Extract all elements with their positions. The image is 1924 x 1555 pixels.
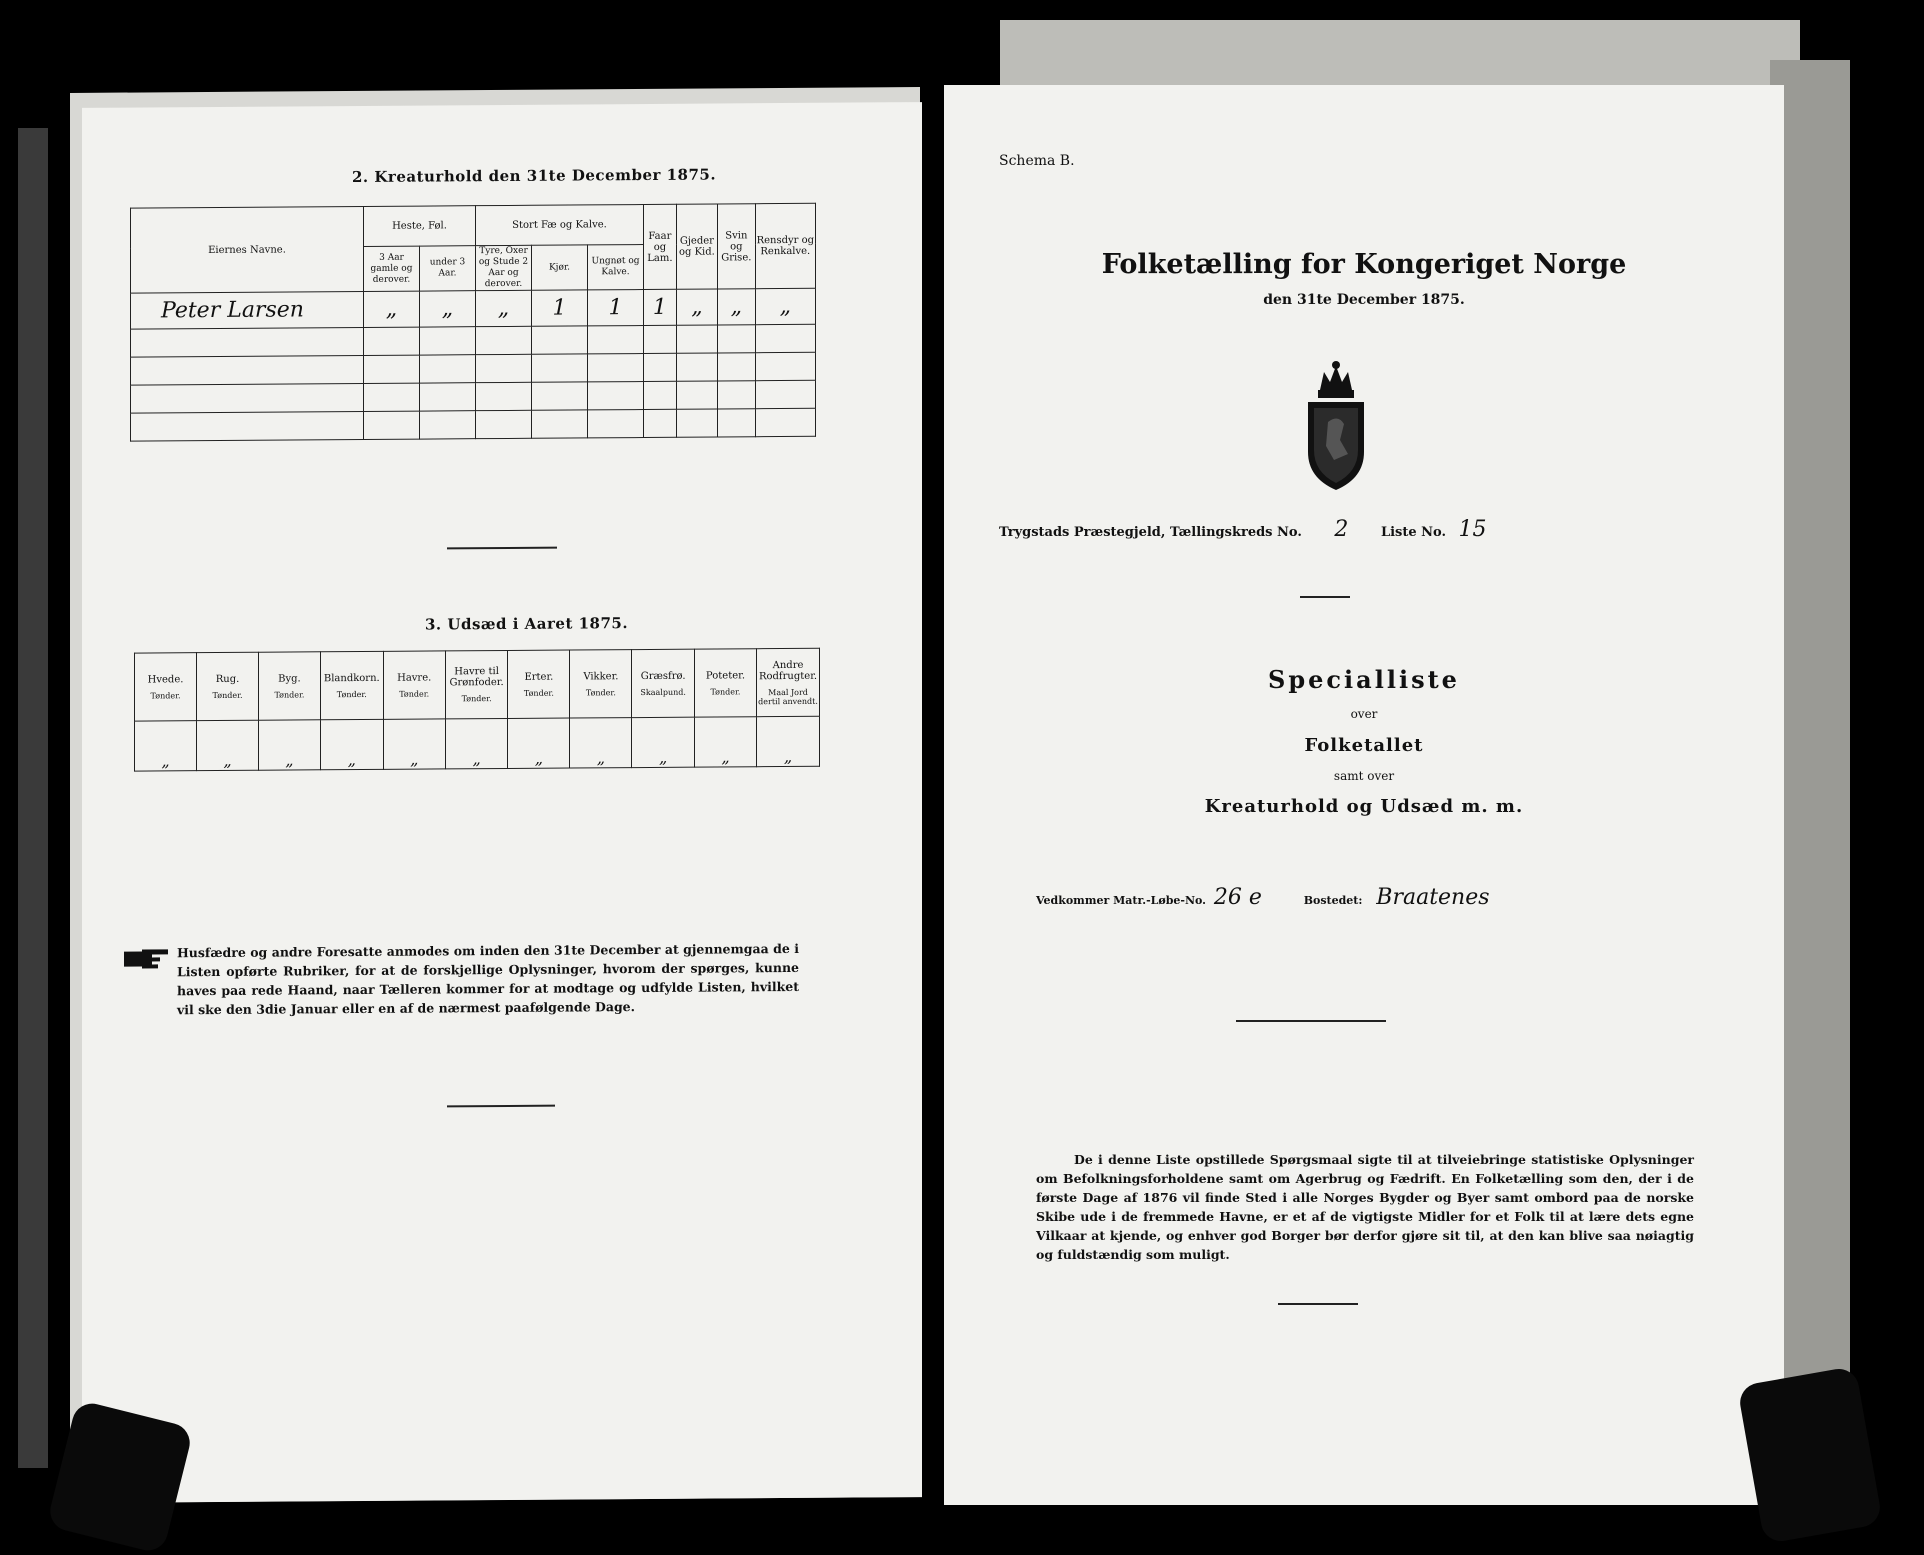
- crop-name: Byg.: [278, 672, 301, 685]
- header-crop: [383, 651, 445, 719]
- matr-value: 26 e: [1213, 885, 1262, 910]
- cell: „: [570, 718, 632, 768]
- crop-name: Vikker.: [583, 670, 619, 682]
- cell: „: [676, 289, 717, 325]
- cell: „: [383, 719, 445, 769]
- livestock-table: [130, 203, 816, 442]
- cell: „: [259, 720, 321, 770]
- header-crop: [570, 650, 632, 718]
- crop-name: Poteter.: [705, 669, 745, 682]
- header-crop: [694, 649, 756, 717]
- header-heste: Heste, Føl.: [364, 206, 476, 247]
- header-svin: Svin og Grise.: [718, 204, 756, 289]
- crop-name: Havre til Grønfoder.: [449, 666, 504, 689]
- crop-unit: Tønder.: [150, 690, 181, 700]
- kreds-label: Tællingskreds No.: [1169, 525, 1302, 540]
- right-notice: De i denne Liste opstillede Spørgsmaal sigte til at tilveiebringe statistiske Oplysninger om Befolkningsforholdene samt om Agerbrug og Fædrift. En Folketælling som den, der i de første Dage af 1876 vil finde Sted i alle Norges Bygder og Byer samt ombord paa de norske Skibe ude i de fremmede Havne, er et af de vigtigste Midler for et Folk til at lære dets egne Vilkaar at kjende, og enhver god Borger bør derfor gjøre sit til, at den kan blive saa nøiagtig og fuldstændig som muligt.: [1036, 1152, 1694, 1262]
- divider: [447, 547, 557, 549]
- cell: „: [197, 720, 259, 770]
- section2-title: 2. Kreaturhold den 31te December 1875.: [352, 165, 717, 187]
- cell: „: [364, 291, 420, 327]
- crop-unit: Tønder.: [336, 689, 367, 699]
- cell: „: [757, 716, 820, 766]
- liste-value: 15: [1458, 517, 1487, 542]
- crop-unit: Tønder.: [710, 686, 741, 697]
- cell: „: [445, 718, 508, 768]
- document-date: den 31te December 1875.: [1263, 292, 1465, 308]
- samt-over-text: samt over: [1333, 769, 1395, 783]
- owner-name: Peter Larsen: [131, 291, 364, 329]
- coat-of-arms-icon: [1298, 360, 1374, 496]
- page-clip-left: [46, 1399, 194, 1554]
- crop-unit: Skaalpund.: [640, 687, 686, 697]
- header-heste-b: under 3 Aar.: [420, 246, 476, 291]
- crop-name: Erter.: [524, 671, 554, 683]
- liste-label: Liste No.: [1380, 525, 1447, 540]
- header-crop: [632, 649, 694, 717]
- header-stort-a: Tyre, Oxer og Stude 2 Aar og derover.: [476, 245, 532, 290]
- pointing-hand-icon: [122, 945, 172, 975]
- crop-unit: Tønder.: [212, 690, 243, 700]
- header-stort-c: Ungnøt og Kalve.: [588, 245, 644, 290]
- table-row: [131, 288, 816, 329]
- header-crop: [320, 651, 383, 719]
- cell: „: [320, 719, 383, 769]
- cell: „: [476, 290, 532, 326]
- cell: 1: [644, 289, 677, 325]
- header-heste-a: 3 Aar gamle og derover.: [364, 246, 420, 291]
- bosted-label: Bostedet:: [1303, 894, 1363, 907]
- cell: „: [508, 718, 570, 768]
- matr-label: Vedkommer Matr.-Løbe-No.: [1036, 894, 1206, 907]
- schema-label: Schema B.: [999, 153, 1075, 169]
- table-row: [131, 408, 816, 441]
- header-faar: Faar og Lam.: [644, 204, 677, 289]
- header-stort: Stort Fæ og Kalve.: [476, 205, 644, 246]
- crop-name: Hvede.: [147, 673, 184, 685]
- cell: „: [420, 291, 476, 327]
- page-clip-right: [1737, 1366, 1883, 1544]
- sowing-table: [134, 648, 820, 772]
- cell: „: [694, 717, 756, 767]
- crop-unit: Tønder.: [461, 694, 492, 704]
- header-stort-b: Kjør.: [532, 245, 588, 290]
- crop-unit: Tønder.: [585, 687, 616, 697]
- kreaturhold-title: Kreaturhold og Udsæd m. m.: [1204, 796, 1524, 817]
- cell: „: [755, 288, 815, 324]
- left-page: [82, 102, 922, 1503]
- district-line: [999, 517, 1487, 542]
- crop-unit: Tønder.: [523, 688, 554, 698]
- cell: „: [135, 721, 197, 771]
- right-page-stack: [1000, 20, 1800, 90]
- header-crop: [135, 653, 197, 721]
- header-crop: [197, 652, 259, 720]
- matr-line: [1036, 885, 1490, 910]
- header-crop: [259, 652, 321, 720]
- left-notice: Husfædre og andre Foresatte anmodes om inden den 31te December at gjennemgaa de i Listen opførte Rubriker, for at de forskjellige Oplysninger, hvorom der spørges, kunne haves paa rede Haand, naar Tælleren kommer for at modtage og udfylde Listen, hvilket vil ske den 3die Januar eller en af de nærmest paafølgende Dage.: [177, 940, 799, 1018]
- crop-unit: Tønder.: [399, 689, 430, 699]
- over-text: over: [1350, 707, 1378, 721]
- section3-title: 3. Udsæd i Aaret 1875.: [425, 614, 629, 634]
- crop-name: Græsfrø.: [640, 670, 686, 682]
- document-title: Folketælling for Kongeriget Norge: [1101, 249, 1627, 280]
- header-crop: [445, 650, 508, 718]
- header-owner: Eiernes Navne.: [131, 206, 364, 293]
- cell: 1: [588, 290, 644, 326]
- kreds-value: 2: [1334, 517, 1349, 542]
- header-rens: Rensdyr og Renkalve.: [755, 203, 815, 288]
- bosted-value: Braatenes: [1376, 885, 1490, 910]
- right-page: [944, 85, 1784, 1505]
- folketallet-title: Folketallet: [1304, 735, 1424, 756]
- cell: „: [718, 289, 756, 325]
- divider: [447, 1105, 555, 1107]
- crop-unit: Tønder.: [274, 689, 305, 700]
- header-gjeder: Gjeder og Kid.: [676, 204, 717, 289]
- crop-unit: Maal Jord dertil anvendt.: [758, 687, 818, 706]
- cell: „: [632, 717, 694, 767]
- divider: [1236, 1020, 1386, 1022]
- crop-name: Rug.: [215, 673, 240, 685]
- header-crop: [508, 650, 570, 718]
- specialliste-title: Specialliste: [1268, 665, 1460, 694]
- crop-name: Blandkorn.: [323, 672, 380, 684]
- parish-label: Trygstads Præstegjeld,: [999, 525, 1166, 540]
- crop-name: Andre Rodfrugter.: [758, 659, 818, 682]
- header-crop: [757, 648, 820, 716]
- table-row: [135, 716, 820, 771]
- left-page-edge: [18, 128, 48, 1468]
- cell: 1: [532, 290, 588, 326]
- divider: [1300, 596, 1350, 598]
- crop-name: Havre.: [397, 671, 432, 684]
- divider: [1278, 1303, 1358, 1305]
